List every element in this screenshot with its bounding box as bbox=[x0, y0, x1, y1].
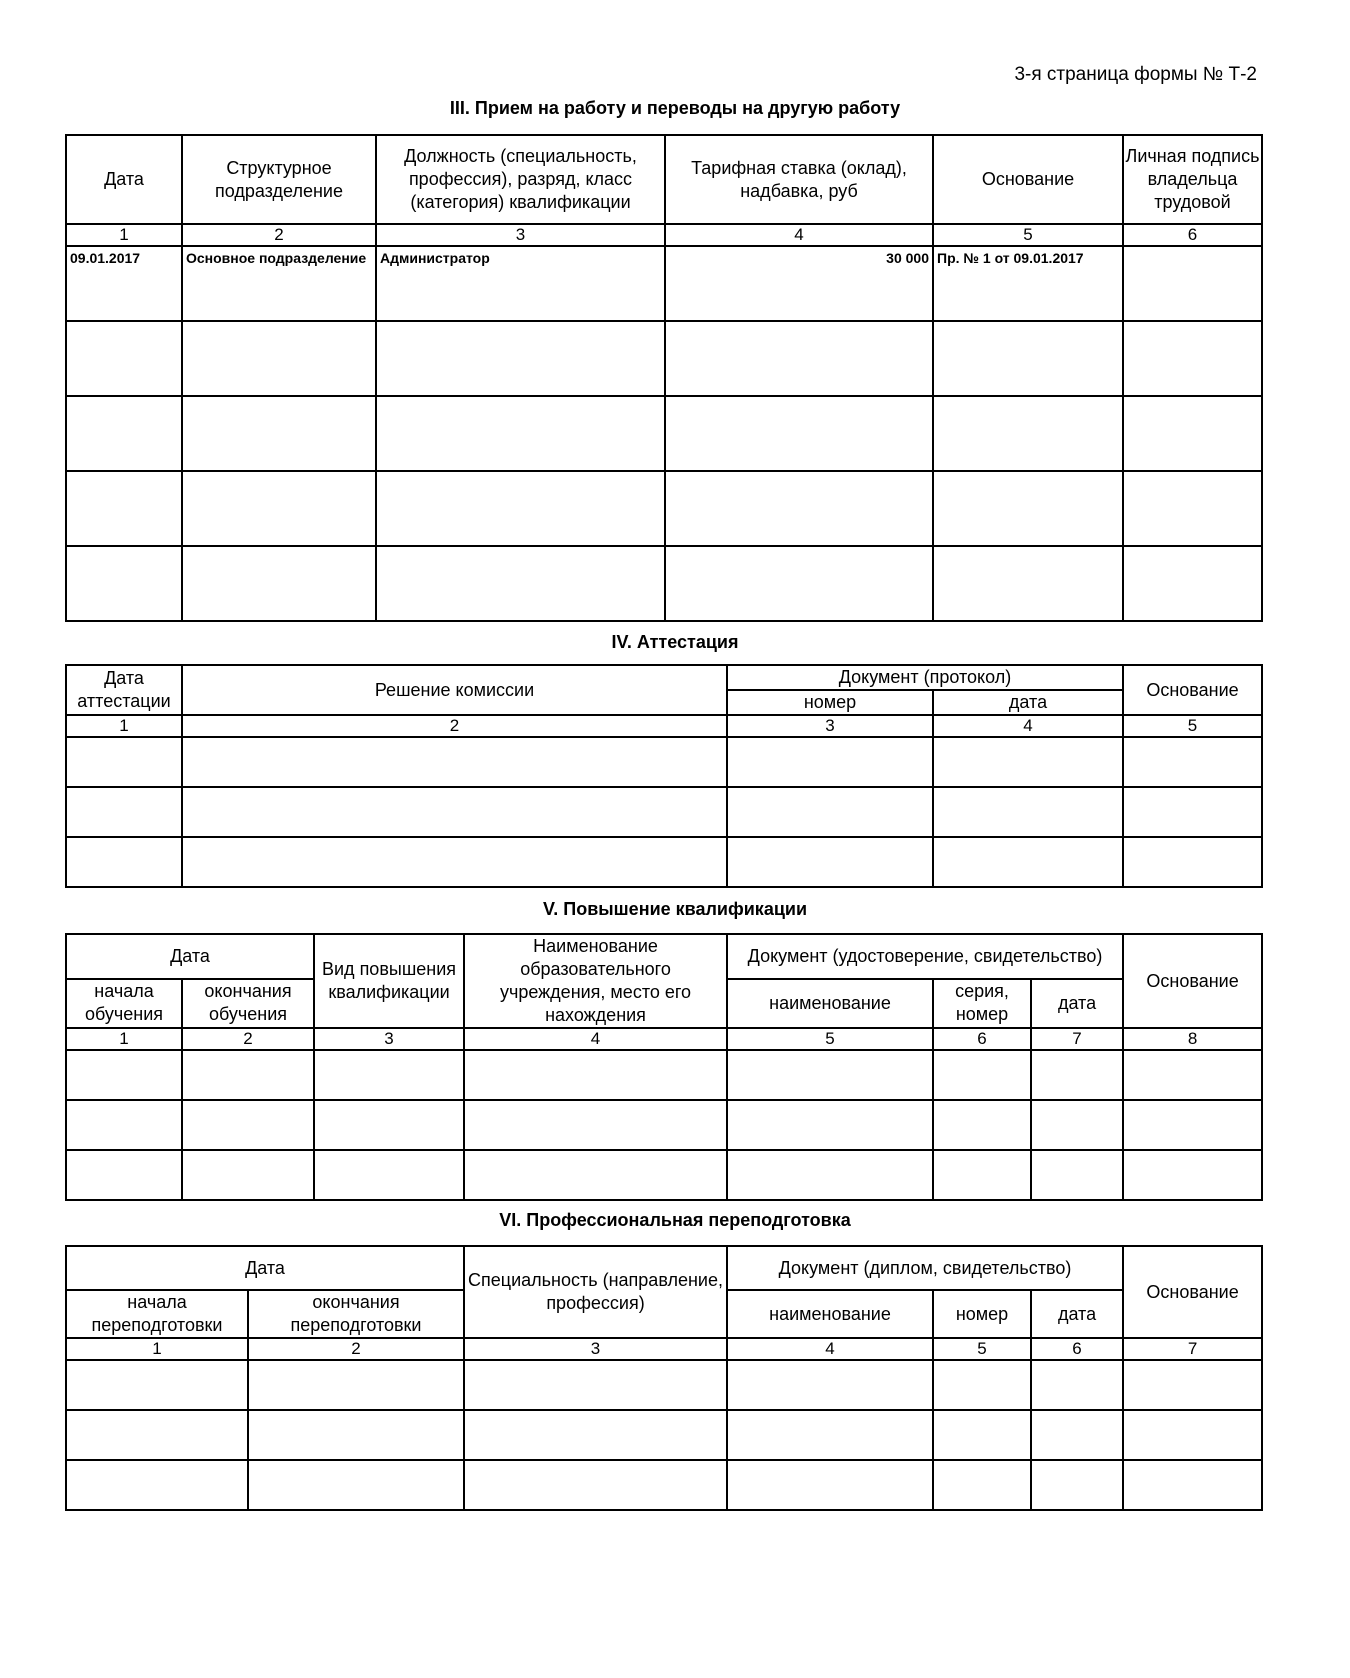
table-header-row bbox=[66, 665, 1262, 690]
column-number: 2 bbox=[182, 1028, 314, 1050]
rate-cell[interactable] bbox=[665, 546, 933, 621]
department-cell[interactable] bbox=[182, 471, 376, 546]
table-cell[interactable] bbox=[933, 1050, 1031, 1100]
column-header: Структурное подразделение bbox=[182, 135, 376, 224]
table-cell[interactable] bbox=[1123, 737, 1262, 787]
table-cell[interactable] bbox=[1031, 1360, 1123, 1410]
table-cell[interactable] bbox=[933, 1460, 1031, 1510]
table-cell[interactable] bbox=[727, 1410, 933, 1460]
signature-cell[interactable] bbox=[1123, 546, 1262, 621]
date-cell[interactable] bbox=[66, 396, 182, 471]
column-header: Вид повышения квалификации bbox=[314, 934, 464, 1028]
column-header: Должность (специальность, профессия), разряд, класс (категория) квалификации bbox=[376, 135, 665, 224]
column-number: 5 bbox=[933, 1338, 1031, 1360]
table-cell[interactable] bbox=[1123, 1360, 1262, 1410]
column-header: Дата аттестации bbox=[66, 665, 182, 715]
table-row bbox=[66, 1460, 1262, 1510]
table-cell[interactable] bbox=[66, 1100, 182, 1150]
column-group-header: Документ (протокол) bbox=[727, 665, 1123, 690]
table-header-row bbox=[66, 934, 1262, 979]
table-cell[interactable] bbox=[1123, 1410, 1262, 1460]
section-title-attestation: IV. Аттестация bbox=[611, 632, 739, 652]
date-cell[interactable] bbox=[66, 321, 182, 396]
table-cell[interactable] bbox=[248, 1460, 464, 1510]
table-cell[interactable] bbox=[933, 1100, 1031, 1150]
table-cell[interactable] bbox=[727, 1050, 933, 1100]
table-row bbox=[66, 837, 1262, 887]
column-header: начала переподготовки bbox=[66, 1290, 248, 1338]
retraining-table bbox=[65, 1245, 1263, 1511]
position-cell[interactable]: Администратор bbox=[376, 246, 665, 321]
table-row bbox=[66, 246, 1262, 321]
column-number: 2 bbox=[182, 715, 727, 737]
table-cell[interactable] bbox=[314, 1150, 464, 1200]
table-cell[interactable] bbox=[1031, 1050, 1123, 1100]
column-header: начала обучения bbox=[66, 979, 182, 1028]
column-number: 7 bbox=[1123, 1338, 1262, 1360]
signature-cell[interactable] bbox=[1123, 246, 1262, 321]
table-cell[interactable] bbox=[1123, 1100, 1262, 1150]
table-cell[interactable] bbox=[727, 787, 933, 837]
column-header: серия, номер bbox=[933, 979, 1031, 1028]
table-cell[interactable] bbox=[727, 1360, 933, 1410]
position-cell[interactable] bbox=[376, 546, 665, 621]
column-number: 2 bbox=[182, 224, 376, 246]
signature-cell[interactable] bbox=[1123, 396, 1262, 471]
table-cell[interactable] bbox=[182, 1150, 314, 1200]
table-header-row bbox=[66, 135, 1262, 224]
basis-cell[interactable] bbox=[933, 321, 1123, 396]
table-cell[interactable] bbox=[727, 1150, 933, 1200]
column-header: дата bbox=[933, 690, 1123, 715]
column-header: номер bbox=[727, 690, 933, 715]
date-cell[interactable] bbox=[66, 471, 182, 546]
table-row bbox=[66, 737, 1262, 787]
table-cell[interactable] bbox=[1123, 837, 1262, 887]
table-cell[interactable] bbox=[314, 1050, 464, 1100]
table-cell[interactable] bbox=[182, 1100, 314, 1150]
rate-cell[interactable] bbox=[665, 321, 933, 396]
table-row bbox=[66, 1050, 1262, 1100]
table-cell[interactable] bbox=[182, 787, 727, 837]
column-number: 3 bbox=[314, 1028, 464, 1050]
section-title-hire: III. Прием на работу и переводы на другую работу bbox=[449, 98, 901, 118]
column-number: 4 bbox=[665, 224, 933, 246]
column-number: 5 bbox=[1123, 715, 1262, 737]
column-header: Личная подпись владельца трудовой bbox=[1123, 135, 1262, 224]
table-cell[interactable] bbox=[1031, 1460, 1123, 1510]
rate-cell[interactable] bbox=[665, 471, 933, 546]
table-cell[interactable] bbox=[727, 737, 933, 787]
column-header: окончания переподготовки bbox=[248, 1290, 464, 1338]
table-cell[interactable] bbox=[314, 1100, 464, 1150]
section-title-retraining: VI. Профессиональная переподготовка bbox=[499, 1210, 851, 1230]
basis-cell[interactable] bbox=[933, 396, 1123, 471]
table-cell[interactable] bbox=[464, 1410, 727, 1460]
column-number: 7 bbox=[1031, 1028, 1123, 1050]
table-cell[interactable] bbox=[727, 837, 933, 887]
column-number-row bbox=[66, 224, 1262, 246]
column-header: Решение комиссии bbox=[182, 665, 727, 715]
table-cell[interactable] bbox=[933, 1150, 1031, 1200]
table-cell[interactable] bbox=[66, 737, 182, 787]
table-cell[interactable] bbox=[66, 787, 182, 837]
table-row bbox=[66, 321, 1262, 396]
table-cell[interactable] bbox=[933, 1360, 1031, 1410]
column-number: 6 bbox=[933, 1028, 1031, 1050]
department-cell[interactable]: Основное подразделение bbox=[182, 246, 376, 321]
column-number: 5 bbox=[727, 1028, 933, 1050]
column-number: 1 bbox=[66, 1028, 182, 1050]
date-cell[interactable] bbox=[66, 546, 182, 621]
table-cell[interactable] bbox=[1123, 1050, 1262, 1100]
column-header: Тарифная ставка (оклад), надбавка, руб bbox=[665, 135, 933, 224]
table-row bbox=[66, 1100, 1262, 1150]
table-cell[interactable] bbox=[933, 837, 1123, 887]
column-header: окончания обучения bbox=[182, 979, 314, 1028]
column-number: 2 bbox=[248, 1338, 464, 1360]
signature-cell[interactable] bbox=[1123, 471, 1262, 546]
table-cell[interactable] bbox=[727, 1460, 933, 1510]
column-header: Основание bbox=[1123, 934, 1262, 1028]
table-row bbox=[66, 1360, 1262, 1410]
attestation-table bbox=[65, 664, 1263, 888]
column-number: 8 bbox=[1123, 1028, 1262, 1050]
position-cell[interactable] bbox=[376, 321, 665, 396]
rate-cell[interactable] bbox=[665, 396, 933, 471]
table-cell[interactable] bbox=[1123, 787, 1262, 837]
table-cell[interactable] bbox=[933, 787, 1123, 837]
column-header: дата bbox=[1031, 979, 1123, 1028]
table-cell[interactable] bbox=[248, 1410, 464, 1460]
table-cell[interactable] bbox=[182, 837, 727, 887]
table-cell[interactable] bbox=[933, 737, 1123, 787]
table-cell[interactable] bbox=[66, 1410, 248, 1460]
column-number: 1 bbox=[66, 224, 182, 246]
column-number: 5 bbox=[933, 224, 1123, 246]
table-cell[interactable] bbox=[248, 1360, 464, 1410]
column-header: Основание bbox=[1123, 665, 1262, 715]
table-cell[interactable] bbox=[66, 1360, 248, 1410]
column-number: 1 bbox=[66, 715, 182, 737]
table-row bbox=[66, 787, 1262, 837]
column-header: Дата bbox=[66, 135, 182, 224]
page-label: 3-я страница формы № Т-2 bbox=[1014, 64, 1257, 85]
table-row bbox=[66, 1410, 1262, 1460]
column-number: 1 bbox=[66, 1338, 248, 1360]
column-group-header: Документ (диплом, свидетельство) bbox=[727, 1246, 1123, 1290]
column-number: 4 bbox=[464, 1028, 727, 1050]
column-number: 4 bbox=[933, 715, 1123, 737]
column-group-header: Документ (удостоверение, свидетельство) bbox=[727, 934, 1123, 979]
basis-cell[interactable] bbox=[933, 546, 1123, 621]
table-cell[interactable] bbox=[1123, 1460, 1262, 1510]
column-header: Основание bbox=[1123, 1246, 1262, 1338]
table-cell[interactable] bbox=[464, 1050, 727, 1100]
qualification-table bbox=[65, 933, 1263, 1201]
column-header: наименование bbox=[727, 979, 933, 1028]
column-number: 4 bbox=[727, 1338, 933, 1360]
department-cell[interactable] bbox=[182, 396, 376, 471]
table-cell[interactable] bbox=[464, 1150, 727, 1200]
column-number: 6 bbox=[1123, 224, 1262, 246]
table-cell[interactable] bbox=[182, 1050, 314, 1100]
column-group-header: Дата bbox=[66, 1246, 464, 1290]
hire-table bbox=[65, 134, 1263, 622]
table-cell[interactable] bbox=[1031, 1150, 1123, 1200]
table-cell[interactable] bbox=[66, 837, 182, 887]
table-header-row bbox=[66, 1246, 1262, 1290]
table-cell[interactable] bbox=[1031, 1100, 1123, 1150]
table-row bbox=[66, 546, 1262, 621]
column-number: 3 bbox=[464, 1338, 727, 1360]
column-number: 3 bbox=[376, 224, 665, 246]
department-cell[interactable] bbox=[182, 546, 376, 621]
position-cell[interactable] bbox=[376, 396, 665, 471]
section-title-qualification: V. Повышение квалификации bbox=[542, 899, 808, 919]
column-header: Основание bbox=[933, 135, 1123, 224]
table-cell[interactable] bbox=[66, 1150, 182, 1200]
column-header: дата bbox=[1031, 1290, 1123, 1338]
table-cell[interactable] bbox=[933, 1410, 1031, 1460]
column-group-header: Дата bbox=[66, 934, 314, 979]
table-cell[interactable] bbox=[464, 1100, 727, 1150]
table-cell[interactable] bbox=[66, 1460, 248, 1510]
table-cell[interactable] bbox=[66, 1050, 182, 1100]
table-cell[interactable] bbox=[1123, 1150, 1262, 1200]
signature-cell[interactable] bbox=[1123, 321, 1262, 396]
column-header: номер bbox=[933, 1290, 1031, 1338]
column-number-row bbox=[66, 715, 1262, 737]
column-number: 6 bbox=[1031, 1338, 1123, 1360]
table-cell[interactable] bbox=[727, 1100, 933, 1150]
department-cell[interactable] bbox=[182, 321, 376, 396]
table-row bbox=[66, 471, 1262, 546]
column-number-row bbox=[66, 1338, 1262, 1360]
table-cell[interactable] bbox=[182, 737, 727, 787]
column-number: 3 bbox=[727, 715, 933, 737]
date-cell[interactable]: 09.01.2017 bbox=[66, 246, 182, 321]
position-cell[interactable] bbox=[376, 471, 665, 546]
column-header: наименование bbox=[727, 1290, 933, 1338]
basis-cell[interactable]: Пр. № 1 от 09.01.2017 bbox=[933, 246, 1123, 321]
table-cell[interactable] bbox=[464, 1460, 727, 1510]
table-row bbox=[66, 1150, 1262, 1200]
column-number-row bbox=[66, 1028, 1262, 1050]
column-header: Наименование образовательного учреждения, место его нахождения bbox=[464, 934, 727, 1028]
rate-cell[interactable]: 30 000 bbox=[665, 246, 933, 321]
basis-cell[interactable] bbox=[933, 471, 1123, 546]
table-cell[interactable] bbox=[464, 1360, 727, 1410]
column-header: Специальность (направление, профессия) bbox=[464, 1246, 727, 1338]
table-cell[interactable] bbox=[1031, 1410, 1123, 1460]
table-row bbox=[66, 396, 1262, 471]
